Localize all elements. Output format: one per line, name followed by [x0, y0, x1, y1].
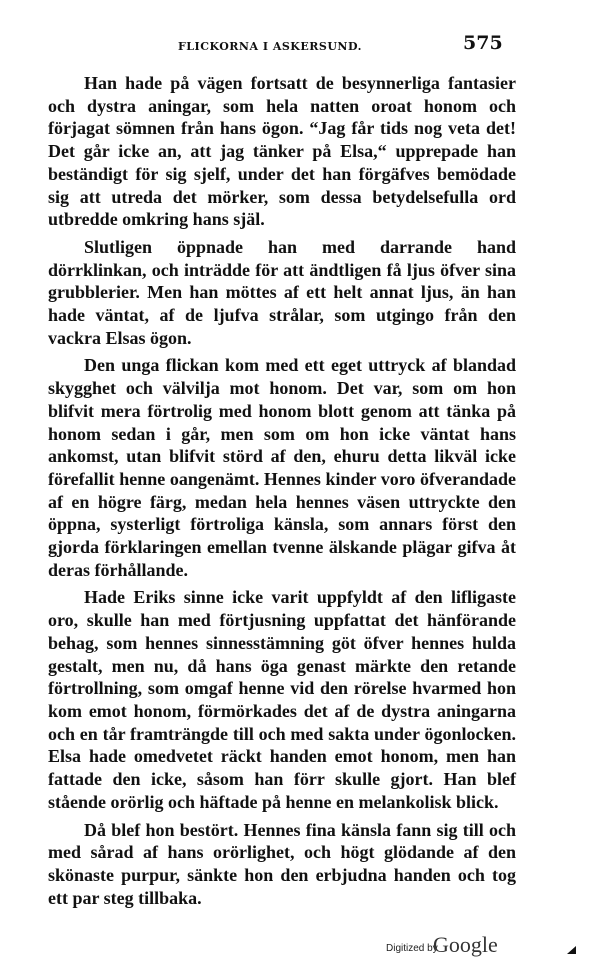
digitized-by-label: Digitized by: [386, 943, 438, 954]
paragraph-2: Slutligen öppnade han med darrande hand dörrklinkan, och inträdde för att ändtligen få ljus öfver sina grubblerier. Men han möttes af ett helt annat ljus, än han hade väntat, af de ljufva strålar, som utgingo från den vackra Elsas ögon.: [48, 236, 516, 348]
page-number: 575: [463, 32, 503, 54]
google-logo: Google: [433, 932, 498, 957]
paragraph-3: Den unga flickan kom med ett eget uttryck af blandad skygghet och välvilja mot honom. Det var, som om hon blifvit mera förtrolig med honom blott genom att tänka på honom sedan i går, men som om hon icke väntat hans ankomst, utan blifvit störd af den, ehuru detta likväl icke förefallit henne oangenämt. Hennes kinder voro öfverandade af en högre färg, medan hela hennes väsen uttryckte den öppna, systerligt förtroliga känsla, som annars först den gjorda förklaringen emellan tvenne älskande plägar gifva åt deras förhållande.: [48, 355, 516, 580]
paragraph-4: Hade Eriks sinne icke varit uppfyldt af den lifligaste oro, skulle han med förtjusning uppfattat det hänförande behag, som hennes sinnesstämning göt öfver hennes hulda gestalt, men nu, då hans öga genast märkte den retande förtrollning, som omgaf henne vid den rörelse hvarmed hon kom emot honom, förmörkades det af de dystra aningarna och en tår framträngde till och med sakta under ögonlocken. Elsa hade omedvetet räckt handen emot honom, men han fattade den icke, såsom han förr skulle gjort. Han blef stående orörlig och häftade på henne en melankolisk blick.: [48, 587, 516, 812]
corner-triangle-icon: [567, 946, 576, 954]
paragraph-5: Då blef hon bestört. Hennes fina känsla fann sig till och med sårad af hans orörlighet, och högt glödande af den skönaste purpur, sänkte hon den erbjudna handen och tog ett par steg tillbaka.: [48, 819, 516, 908]
page-header: [0, 26, 600, 62]
page-footer: [0, 930, 600, 960]
page-body: [48, 72, 516, 909]
running-head: FLICKORNA I ASKERSUND.: [178, 40, 362, 53]
paragraph-1: Han hade på vägen fortsatt de besynnerliga fantasier och dystra aningar, som hela natten oroat honom och förjagat sömnen från hans ögon. “Jag får tids nog veta det! Det går icke an, att jag tänker på Elsa,“ upprepade han beständigt för sig sjelf, under det han förgäfves bemödade sig att utreda det mörker, som dessa betydelsefulla ord utbredde omkring hans själ.: [48, 73, 516, 230]
